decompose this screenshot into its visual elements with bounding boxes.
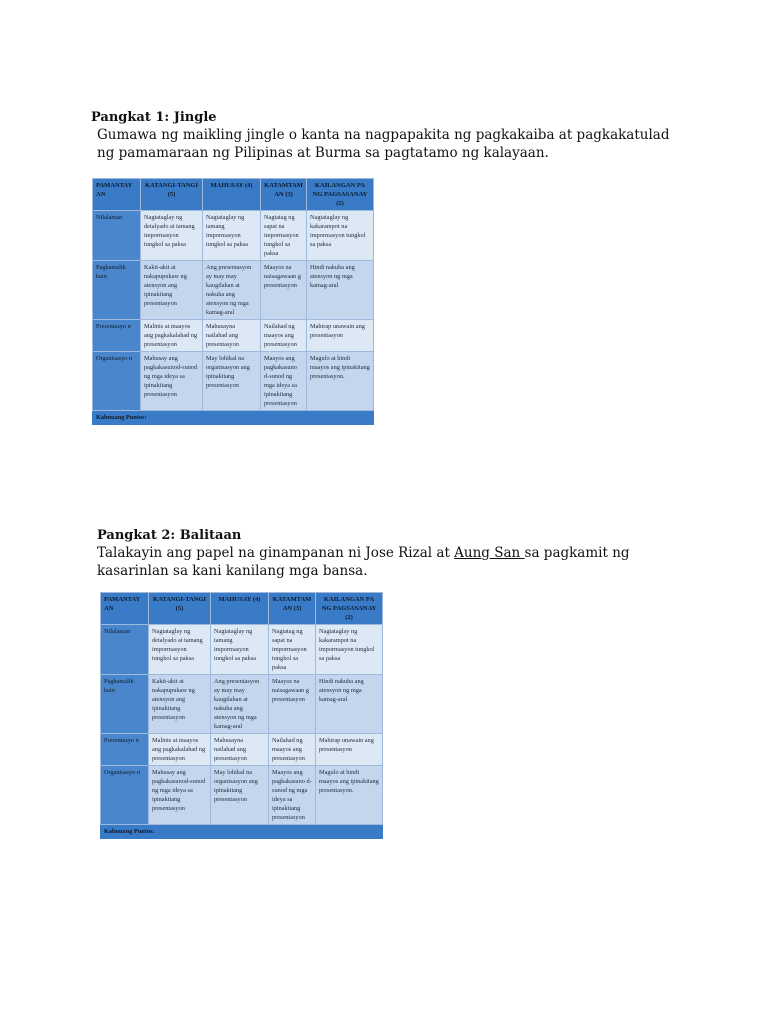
rubric-cell: Mahusay ang pagkakasunod-sunod ng mga ideya sa ipinakitang presentasyon xyxy=(149,766,211,825)
rubric-cell: Nailahad ng maayos ang presentasyon xyxy=(269,734,316,766)
rubric-cell: Mahirap unawain ang presentasyon xyxy=(307,320,374,352)
rubric-header-row xyxy=(101,593,383,625)
rubric-header-4: KAILANGAN PA NG PAGSASANAY (2) xyxy=(316,593,383,625)
rubric-cell: Maayos ang pagkakasuno d-sunod ng mga ideya sa ipinakitang presentasyon xyxy=(269,766,316,825)
rubric-cell: Magulo at hindi maayos ang ipinakitang presentasyon. xyxy=(307,352,374,411)
group2-line-1-end: sa pagkamit ng xyxy=(524,545,630,561)
rubric-criterion: Organisasyo n xyxy=(93,352,141,411)
rubric-cell: Mahusayna nailahad ang presentasyon xyxy=(211,734,269,766)
rubric-cell: Hindi nakuha ang atensyon ng mga kamag-aral xyxy=(307,261,374,320)
rubric-cell: Mahirap unawain ang presentasyon xyxy=(316,734,383,766)
group1-line-2: ng pamamaraan ng Pilipinas at Burma sa pagtatamo ng kalayaan. xyxy=(97,145,549,161)
rubric-cell: Nagtataglay ng kakarampot na impormasyon tungkol sa paksa xyxy=(307,211,374,261)
rubric-cell: May lohikal na organisasyon ang ipinakitang presentasyon xyxy=(203,352,261,411)
rubric-cell: Kakit-akit at nakapupukaw ng atensyon ang ipinakitang presentasyon xyxy=(141,261,203,320)
rubric-table-1 xyxy=(92,178,374,425)
rubric-header-2: MAHUSAY (4) xyxy=(211,593,269,625)
rubric-criterion: Presentasyo n xyxy=(93,320,141,352)
rubric-criterion: Pagkamalik hain xyxy=(101,675,149,734)
rubric-row xyxy=(101,734,383,766)
group1-line-1: Gumawa ng maikling jingle o kanta na nagpapakita ng pagkakaiba at pagkakatulad xyxy=(97,127,670,143)
rubric-criterion: Nilalaman xyxy=(101,625,149,675)
rubric-cell: May lohikal na organisasyon ang ipinakitang presentasyon xyxy=(211,766,269,825)
rubric-header-1: KATANGI-TANGI (5) xyxy=(149,593,211,625)
group2-line-1 xyxy=(97,544,630,562)
rubric-header-0: PAMANTAY AN xyxy=(93,179,141,211)
rubric-cell: Nagtataglay ng tamang impormasyon tungkol sa paksa xyxy=(203,211,261,261)
group1-title: Pangkat 1: Jingle xyxy=(91,110,217,125)
rubric-criterion: Presentasyo n xyxy=(101,734,149,766)
aung-san-link[interactable]: Aung San xyxy=(454,545,525,561)
rubric-header-4: KAILANGAN PA NG PAGSASANAY (2) xyxy=(307,179,374,211)
rubric-row xyxy=(93,320,374,352)
rubric-cell: Nagtatag ng sapat na impormasyon tungkol sa paksa xyxy=(261,211,307,261)
rubric-cell: Malinis at maayos ang pagkakalahad ng presentasyon xyxy=(141,320,203,352)
rubric-table-2 xyxy=(100,592,383,839)
rubric-total-label: Kabuuang Puntos: xyxy=(93,411,374,425)
rubric-row xyxy=(93,211,374,261)
rubric-header-3: KATAMTAM AN (3) xyxy=(269,593,316,625)
rubric-cell: Maayos ang pagkakasuno d-sunod ng mga ideya sa ipinakitang presentasyon xyxy=(261,352,307,411)
rubric-cell: Hindi nakuha ang atensyon ng mga kamag-aral xyxy=(316,675,383,734)
rubric-criterion: Pagkamalik hain xyxy=(93,261,141,320)
rubric-row xyxy=(93,261,374,320)
rubric-row xyxy=(93,352,374,411)
group2-instructions xyxy=(97,544,630,580)
rubric-row xyxy=(101,625,383,675)
rubric-header-3: KATAMTAM AN (3) xyxy=(261,179,307,211)
rubric-row xyxy=(101,675,383,734)
rubric-cell: Nagtatag ng sapat na impormasyon tungkol sa paksa xyxy=(269,625,316,675)
rubric-cell: Nailahad ng maayos ang presentasyon xyxy=(261,320,307,352)
rubric-cell: Malinis at maayos ang pagkakalahad ng presentasyon xyxy=(149,734,211,766)
rubric-cell: Maayos na naisagawaan g presentasyon xyxy=(269,675,316,734)
rubric-header-row xyxy=(93,179,374,211)
rubric-header-1: KATANGI-TANGI (5) xyxy=(141,179,203,211)
group1-instructions xyxy=(97,126,669,162)
rubric-cell: Mahusayna nailahad ang presentasyon xyxy=(203,320,261,352)
rubric-cell: Kakit-akit at nakapupukaw ng atensyon ang ipinakitang presentasyon xyxy=(149,675,211,734)
rubric-cell: Maayos na naisagawaan g presentasyon xyxy=(261,261,307,320)
rubric-cell: Nagtataglay ng tamang impormasyon tungkol sa paksa xyxy=(211,625,269,675)
rubric-total-row xyxy=(93,411,374,425)
rubric-header-0: PAMANTAY AN xyxy=(101,593,149,625)
group2-line-1-start: Talakayin ang papel na ginampanan ni Jose Rizal at xyxy=(97,545,455,561)
rubric-total-label: Kabuuang Puntos: xyxy=(101,825,383,839)
rubric-cell: Magulo at hindi maayos ang ipinakitang presentasyon. xyxy=(316,766,383,825)
rubric-cell: Ang presentasyon ay may may kaugilahan at nakuha ang atensyon ng mga kamag-aral xyxy=(211,675,269,734)
rubric-criterion: Nilalaman xyxy=(93,211,141,261)
rubric-header-2: MAHUSAY (4) xyxy=(203,179,261,211)
rubric-row xyxy=(101,766,383,825)
rubric-criterion: Organisasyo n xyxy=(101,766,149,825)
rubric-cell: Mahusay ang pagkakasunod-sunod ng mga ideya sa ipinakitang presentasyon xyxy=(141,352,203,411)
rubric-cell: Nagtataglay ng kakarampot na impormasyon tungkol sa paksa xyxy=(316,625,383,675)
rubric-cell: Nagtataglay ng detalyado at tamang impormasyon tungkol sa paksa xyxy=(141,211,203,261)
group2-line-2: kasarinlan sa kani kanilang mga bansa. xyxy=(97,563,368,579)
rubric-cell: Nagtataglay ng detalyado at tamang impormasyon tungkol sa paksa xyxy=(149,625,211,675)
rubric-total-row xyxy=(101,825,383,839)
rubric-cell: Ang presentasyon ay may may kaugilahan at nakuha ang atensyon ng mga kamag-aral xyxy=(203,261,261,320)
group2-title: Pangkat 2: Balitaan xyxy=(97,528,242,543)
